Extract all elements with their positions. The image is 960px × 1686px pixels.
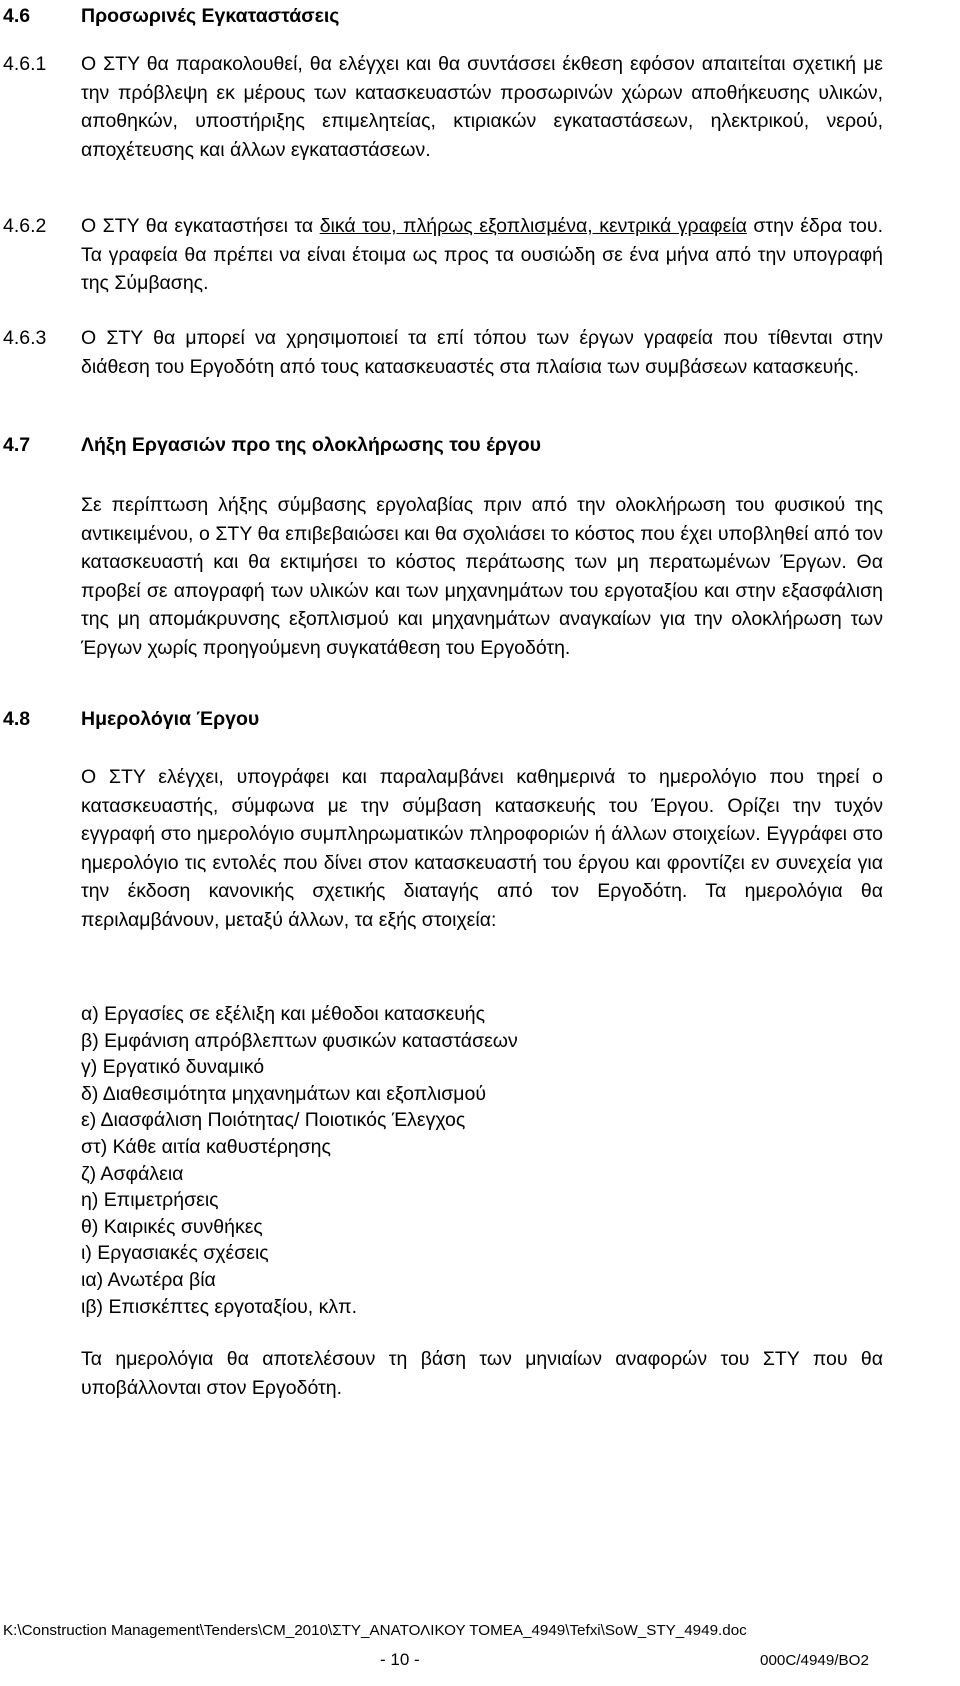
- subsection-4-6-3: [3, 324, 883, 381]
- section-number: 4.6: [3, 5, 31, 27]
- paragraph-text: Ο ΣΤΥ θα μπορεί να χρησιμοποιεί τα επί τόπου των έργων γραφεία που τίθενται στην διάθεση του Εργοδότη από τους κατασκευαστές στα πλαίσια των συμβάσεων κατασκευής.: [81, 327, 883, 378]
- list-item: ιβ) Επισκέπτες εργοταξίου, κλπ.: [81, 1295, 357, 1318]
- section-number: 4.8: [3, 708, 31, 730]
- list-item: ια) Ανωτέρα βία: [81, 1268, 216, 1291]
- list-item: β) Εμφάνιση απρόβλεπτων φυσικών καταστάσεων: [81, 1029, 518, 1052]
- section-title: Προσωρινές Εγκαταστάσεις: [81, 5, 340, 27]
- list-item: α) Εργασίες σε εξέλιξη και μέθοδοι κατασκευής: [81, 1003, 485, 1025]
- subsection-number: 4.6.2: [3, 215, 47, 237]
- diary-items-list: [81, 1001, 883, 1320]
- page-number: - 10 -: [380, 1650, 420, 1669]
- paragraph-text: Ο ΣΤΥ ελέγχει, υπογράφει και παραλαμβάνει καθημερινά το ημερολόγιο που τηρεί ο κατασκευαστής, σύμφωνα με την σύμβαση κατασκευής του Έργου. Ορίζει την τυχόν εγγραφή στο ημερολόγιο συμπληρωματικών πληροφοριών ή άλλων στοιχείων. Εγγράφει στο ημερολόγιο τις εντολές που δίνει στον κατασκευαστή του έργου και φροντίζει εν συνεχεία για την έκδοση κανονικής σχετικής διαταγής από τον Εργοδότη. Τα ημερολόγια θα περιλαμβάνουν, μεταξύ άλλων, τα εξής στοιχεία:: [81, 766, 883, 931]
- footer-file-path: K:\Construction Management\Tenders\CM_2010\ΣΤΥ_ΑΝΑΤΟΛΙΚΟΥ ΤΟΜΕΑ_4949\Tefxi\SoW_STY_4949.doc: [3, 1622, 747, 1639]
- section-number: 4.7: [3, 434, 31, 456]
- paragraph-text: Ο ΣΤΥ θα εγκαταστήσει τα: [81, 215, 320, 237]
- document-id: 000C/4949/BO2: [760, 1652, 869, 1669]
- list-item: γ) Εργατικό δυναμικό: [81, 1056, 265, 1079]
- underlined-text: δικά του, πλήρως εξοπλισμένα, κεντρικά γραφεία: [319, 215, 747, 237]
- subsection-4-6-2: [3, 212, 883, 298]
- list-item: ζ) Ασφάλεια: [81, 1162, 184, 1185]
- paragraph-text-continued: στην έδρα του. Τα γραφεία θα πρέπει να είναι έτοιμα ως προς τα ουσιώδη σε ένα μήνα από την υπογραφή της Σύμβασης.: [81, 215, 883, 295]
- section-title: Ημερολόγια Έργου: [81, 708, 260, 730]
- list-item: ε) Διασφάλιση Ποιότητας/ Ποιοτικός Έλεγχος: [81, 1109, 466, 1132]
- section-4-8-paragraph: [81, 763, 883, 935]
- list-item: στ) Κάθε αιτία καθυστέρησης: [81, 1135, 331, 1158]
- subsection-number: 4.6.1: [3, 53, 47, 75]
- section-4-8-closing: [81, 1345, 883, 1402]
- subsection-number: 4.6.3: [3, 327, 47, 349]
- section-4-7-paragraph: [81, 491, 883, 663]
- subsection-4-6-1: [3, 50, 883, 164]
- list-item: δ) Διαθεσιμότητα μηχανημάτων και εξοπλισμού: [81, 1082, 487, 1105]
- paragraph-text: Τα ημερολόγια θα αποτελέσουν τη βάση των μηνιαίων αναφορών του ΣΤΥ που θα υποβάλλονται στον Εργοδότη.: [81, 1348, 883, 1399]
- list-item: θ) Καιρικές συνθήκες: [81, 1215, 263, 1238]
- section-title: Λήξη Εργασιών προ της ολοκλήρωσης του έργου: [81, 434, 542, 456]
- list-item: η) Επιμετρήσεις: [81, 1189, 219, 1212]
- list-item: ι) Εργασιακές σχέσεις: [81, 1242, 269, 1265]
- paragraph-text: Ο ΣΤΥ θα παρακολουθεί, θα ελέγχει και θα συντάσσει έκθεση εφόσον απαιτείται σχετική με την πρόβλεψη εκ μέρους των κατασκευαστών προσωρινών χώρων αποθήκευσης υλικών, αποθηκών, υποστήριξης επιμελητείας, κτιριακών εγκαταστάσεων, ηλεκτρικού, νερού, αποχέτευσης και άλλων εγκαταστάσεων.: [81, 53, 883, 161]
- paragraph-text: Σε περίπτωση λήξης σύμβασης εργολαβίας πριν από την ολοκλήρωση του φυσικού της αντικειμένου, ο ΣΤΥ θα επιβεβαιώσει και θα σχολιάσει το κόστος που έχει υποβληθεί από τον κατασκευαστή και θα εκτιμήσει το κόστος περάτωσης των μη περατωμένων Έργων. Θα προβεί σε απογραφή των υλικών και των μηχανημάτων του εργοταξίου και στην εξασφάλιση της μη απομάκρυνσης εξοπλισμού και μηχανημάτων αναγκαίων για την ολοκλήρωση των Έργων χωρίς προηγούμενη συγκατάθεση του Εργοδότη.: [81, 494, 883, 659]
